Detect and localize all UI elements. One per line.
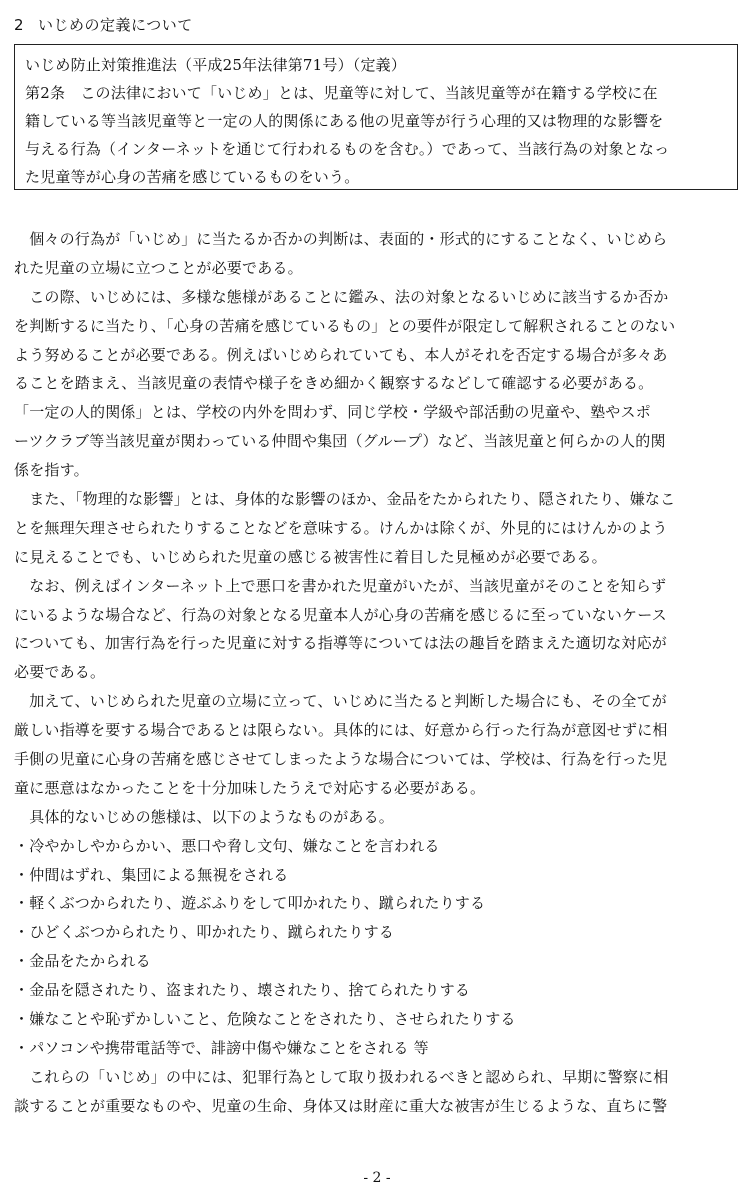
- page-number: - 2 -: [363, 1170, 391, 1186]
- body-line: 加えて、いじめられた児童の立場に立って、いじめに当たると判断した場合にも、その全てが: [14, 692, 668, 711]
- body-line: ・パソコンや携帯電話等で、誹謗中傷や嫌なことをされる 等: [14, 1038, 429, 1057]
- body-line: なお、例えばインターネット上で悪口を書かれた児童がいたが、当該児童がそのことを知らず: [14, 576, 667, 595]
- law-definition-box: [14, 44, 738, 190]
- body-line: よう努めることが必要である。例えばいじめられていても、本人がそれを否定する場合が多々あ: [14, 345, 668, 364]
- body-line: とを無理矢理させられたりすることなどを意味する。けんかは除くが、外見的にはけんかのよう: [14, 518, 668, 537]
- box-line: 与える行為（インターネットを通じて行われるものを含む。）であって、当該行為の対象となっ: [25, 140, 670, 158]
- body-line: にいるような場合など、行為の対象となる児童本人が心身の苦痛を感じるに至っていないケース: [14, 605, 667, 624]
- body-line: についても、加害行為を行った児童に対する指導等については法の趣旨を踏まえた適切な対応が: [14, 634, 668, 653]
- body-line: 具体的ないじめの態様は、以下のようなものがある。: [14, 807, 395, 826]
- body-line: また、「物理的な影響」とは、身体的な影響のほか、金品をたかられたり、隠されたり、嫌なこ: [14, 490, 676, 509]
- box-line: た児童等が心身の苦痛を感じているものをいう。: [25, 168, 360, 186]
- body-line: これらの「いじめ」の中には、犯罪行為として取り扱われるべきと認められ、早期に警察に相: [14, 1067, 669, 1086]
- body-line: ーツクラブ等当該児童が関わっている仲間や集団（グループ）など、当該児童と何らかの人的関: [14, 432, 666, 451]
- body-line: 厳しい指導を要する場合であるとは限らない。具体的には、好意から行った行為が意図せずに相: [14, 721, 668, 740]
- body-line: 「一定の人的関係」とは、学校の内外を問わず、同じ学校・学級や部活動の児童や、塾やスポ: [14, 403, 651, 422]
- body-text: [14, 225, 738, 1121]
- body-line: ・仲間はずれ、集団による無視をされる: [14, 865, 289, 884]
- box-line: 第2条 この法律において「いじめ」とは、児童等に対して、当該児童等が在籍する学校に在: [25, 84, 658, 102]
- body-line: ・嫌なことや恥ずかしいこと、危険なことをされたり、させられたりする: [14, 1010, 516, 1029]
- body-line: を判断するに当たり、「心身の苦痛を感じているもの」との要件が限定して解釈されることのない: [14, 316, 676, 335]
- section-title: いじめの定義について: [38, 16, 193, 34]
- body-line: 談することが重要なものや、児童の生命、身体又は財産に重大な被害が生じるような、直ちに警: [14, 1096, 668, 1115]
- body-line: ・軽くぶつかられたり、遊ぶふりをして叩かれたり、蹴られたりする: [14, 894, 486, 913]
- body-line: れた児童の立場に立つことが必要である。: [14, 258, 303, 277]
- body-line: 係を指す。: [14, 461, 89, 480]
- body-line: ・金品を隠されたり、盗まれたり、壊されたり、捨てられたりする: [14, 981, 471, 1000]
- body-line: に見えることでも、いじめられた児童の感じる被害性に着目した見極めが必要である。: [14, 547, 607, 566]
- section-number: 2: [14, 16, 25, 34]
- body-line: 個々の行為が「いじめ」に当たるか否かの判断は、表面的・形式的にすることなく、いじめら: [14, 230, 668, 248]
- body-line: 童に悪意はなかったことを十分加味したうえで対応する必要がある。: [14, 778, 486, 797]
- body-line: 必要である。: [14, 663, 106, 682]
- body-line: ることを踏まえ、当該児童の表情や様子をきめ細かく観察するなどして確認する必要がある。: [14, 374, 654, 393]
- box-line: いじめ防止対策推進法（平成25年法律第71号）（定義）: [25, 56, 407, 74]
- body-line: ・ひどくぶつかられたり、叩かれたり、蹴られたりする: [14, 923, 395, 942]
- body-line: この際、いじめには、多様な態様があることに鑑み、法の対象となるいじめに該当するか否か: [14, 287, 669, 306]
- body-line: ・金品をたかられる: [14, 952, 151, 971]
- body-line: 手側の児童に心身の苦痛を感じさせてしまったような場合については、学校は、行為を行った児: [14, 750, 668, 769]
- section-heading: [14, 14, 193, 35]
- body-line: ・冷やかしやからかい、悪口や脅し文句、嫌なことを言われる: [14, 836, 440, 855]
- box-line: 籍している等当該児童等と一定の人的関係にある他の児童等が行う心理的又は物理的な影響を: [25, 112, 664, 130]
